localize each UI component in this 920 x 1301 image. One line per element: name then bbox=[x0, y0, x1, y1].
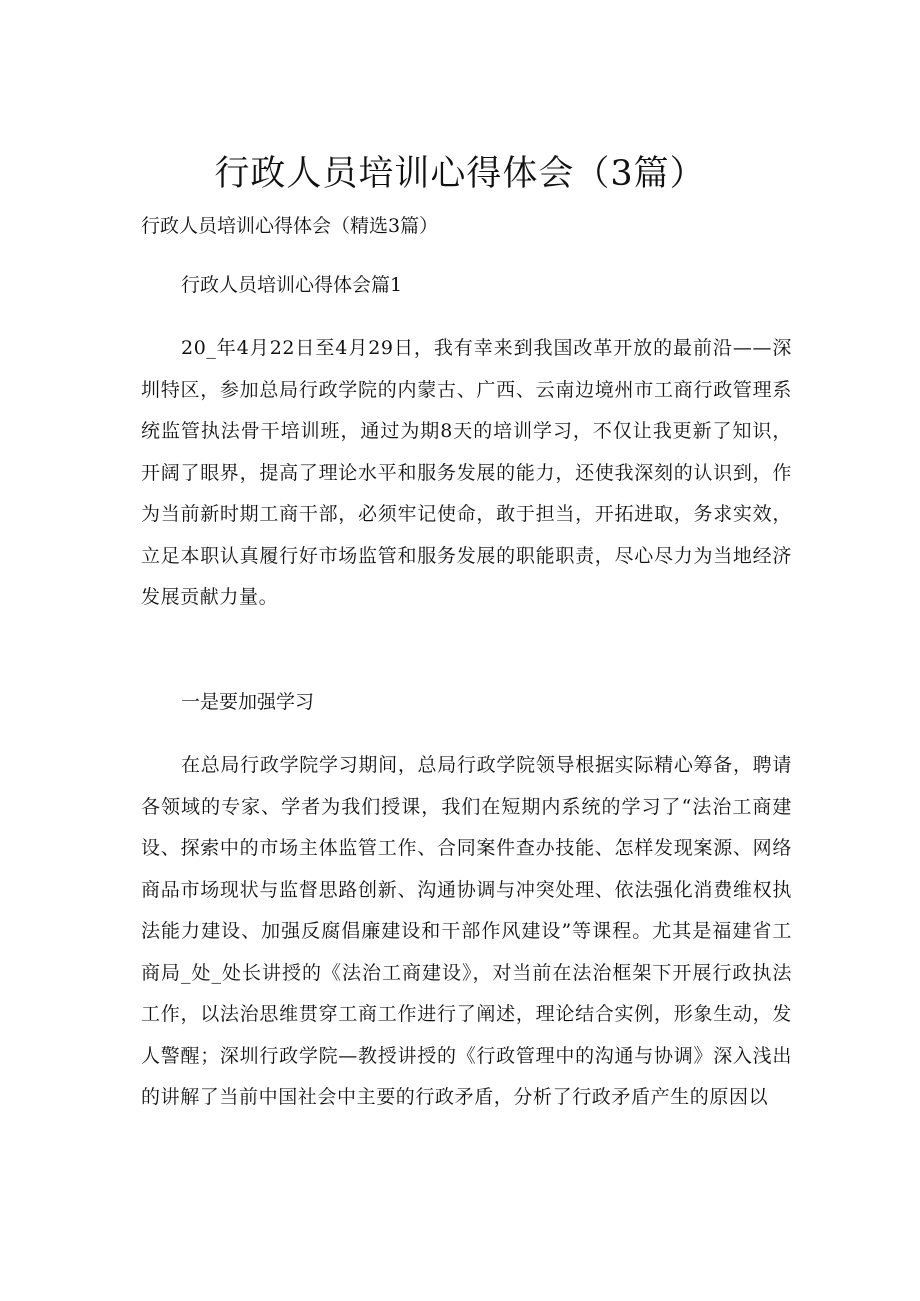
body-paragraph-1: 20_年4月22日至4月29日，我有幸来到我国改革开放的最前沿——深圳特区，参加总局行政学院的内蒙古、广西、云南边境州市工商行政管理系统监管执法骨干培训班，通过为期8天的培训学习，不仅让我更新了知识，开阔了眼界，提高了理论水平和服务发展的能力，还使我深刻的认识到，作为当前新时期工商干部，必须牢记使命，敢于担当，开拓进取，务求实效，立足本职认真履行好市场监管和服务发展的职能职责，尽心尽力为当地经济发展贡献力量。 bbox=[141, 337, 792, 608]
article-heading: 行政人员培训心得体会篇1 bbox=[181, 274, 403, 296]
document-subtitle: 行政人员培训心得体会（精选3篇） bbox=[141, 215, 439, 237]
body-paragraph-2: 在总局行政学院学习期间，总局行政学院领导根据实际精心筹备，聘请各领域的专家、学者为我们授课，我们在短期内系统的学习了“法治工商建设、探索中的市场主体监管工作、合同案件查办技能、怎样发现案源、网络商品市场现状与监督思路创新、沟通协调与冲突处理、依法强化消费维权执法能力建设、加强反腐倡廉建设和干部作风建设”等课程。尤其是福建省工商局_处_处长讲授的《法治工商建设》，对当前在法治框架下开展行政执法工作，以法治思维贯穿工商工作进行了阐述，理论结合实例，形象生动，发人警醒；深圳行政学院—教授讲授的《行政管理中的沟通与协调》深入浅出的讲解了当前中国社会中主要的行政矛盾，分析了行政矛盾产生的原因以 bbox=[141, 754, 792, 1108]
section-heading-study: 一是要加强学习 bbox=[181, 691, 315, 713]
document-title: 行政人员培训心得体会（3篇） bbox=[214, 154, 706, 194]
